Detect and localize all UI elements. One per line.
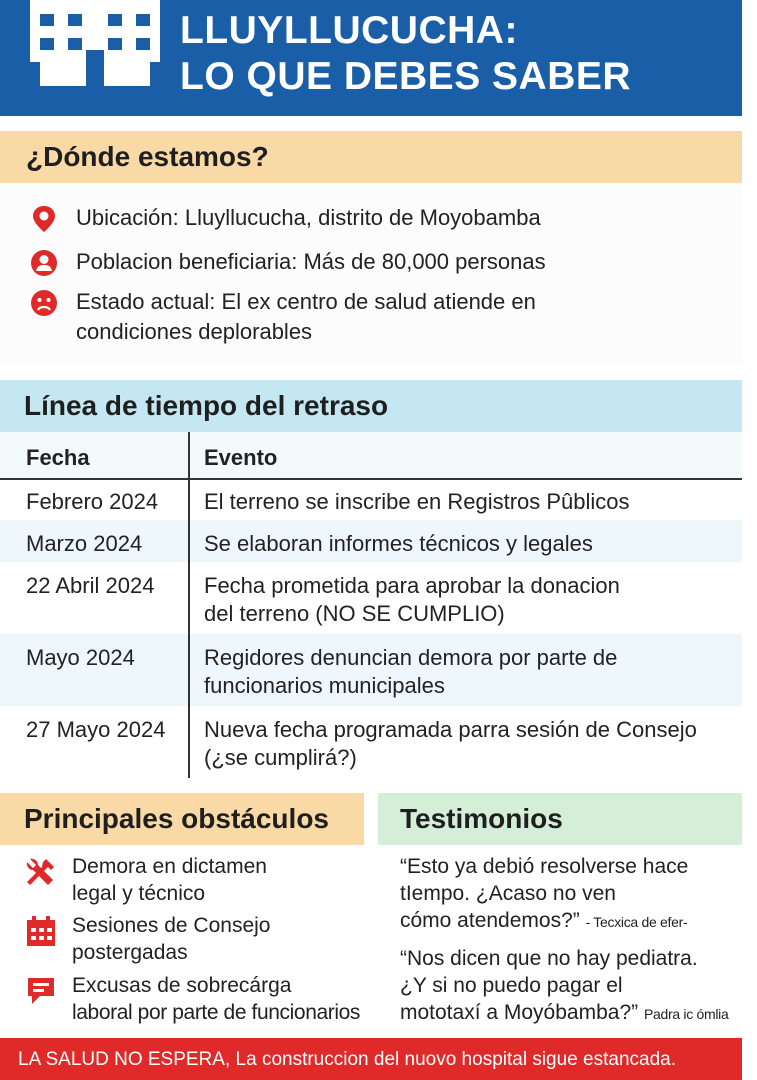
- row-event: Se elaboran informes técnicos y legales: [204, 531, 593, 556]
- row-date: Febrero 2024: [26, 489, 159, 514]
- row-event: [204, 572, 734, 628]
- timeline-table: [0, 432, 742, 778]
- obstacles-heading: Principales obstáculos: [0, 793, 364, 845]
- status-text-line-1: Estado actual: El ex centro de salud atiende en: [76, 289, 536, 314]
- quote-attribution: Padra ic ómlia: [643, 1006, 729, 1022]
- row-event-line-1: Fecha prometida para aprobar la donacion: [204, 573, 620, 598]
- quote-attribution: - Tecxica de efer-: [585, 914, 688, 930]
- table-header-row: [0, 432, 742, 478]
- status-text: [76, 287, 696, 347]
- table-column-divider: [188, 432, 190, 778]
- row-date: 22 Abril 2024: [26, 573, 155, 598]
- obstacle-line-2: legal y técnico: [72, 882, 206, 905]
- obstacle-text: [72, 972, 372, 1026]
- row-date: Marzo 2024: [26, 531, 143, 556]
- title-line-2: LO QUE DEBES SABER: [180, 55, 632, 98]
- donde-heading: ¿Dónde estamos?: [0, 131, 742, 183]
- quote-line-2: ¿Y si no puedo pagar el: [400, 974, 623, 997]
- quote-line-1: “Nos dicen que no hay pediatra.: [400, 947, 698, 970]
- col-header-date: Fecha: [26, 445, 90, 470]
- header-banner: [0, 0, 742, 116]
- location-pin-icon: [30, 205, 58, 233]
- document-icon: [24, 974, 58, 1008]
- timeline-heading: Línea de tiempo del retraso: [0, 380, 742, 432]
- obstacle-line-2: postergadas: [72, 941, 188, 964]
- obstacle-line-1: Excusas de sobrecárga: [72, 974, 292, 997]
- row-event-line-2: (¿se cumplirá?): [204, 745, 357, 770]
- person-icon: [30, 249, 58, 277]
- testimonial-quote: [400, 853, 740, 936]
- col-header-event: Evento: [204, 445, 278, 470]
- title-line-1: LLUYLLUCUCHA:: [180, 9, 518, 52]
- building-icon: [30, 0, 160, 86]
- population-text: Poblacion beneficiaria: Más de 80,000 personas: [76, 249, 546, 274]
- quote-line-3: mototaxí a Moyóbamba?”: [400, 1001, 639, 1024]
- donde-panel: [0, 183, 742, 365]
- row-event: [204, 716, 734, 772]
- row-event-line-2: del terreno (NO SE CUMPLIO): [204, 601, 505, 626]
- quote-line-3: cómo atendemos?”: [400, 909, 580, 932]
- row-event-line-1: Nueva fecha programada parra sesión de Consejo: [204, 717, 697, 742]
- obstacle-text: [72, 853, 372, 907]
- row-date: Mayo 2024: [26, 645, 135, 670]
- page-title: [180, 8, 631, 100]
- row-event: El terreno se inscribe en Registros Pûblicos: [204, 489, 630, 514]
- testimonials-heading: Testimonios: [378, 793, 742, 845]
- row-event-line-1: Regidores denuncian demora por parte de: [204, 645, 618, 670]
- sad-face-icon: [30, 289, 58, 317]
- row-event: [204, 644, 734, 700]
- row-date: 27 Mayo 2024: [26, 717, 166, 742]
- status-text-line-2: condiciones deplorables: [76, 319, 313, 344]
- quote-line-2: tIempo. ¿Acaso no ven: [400, 882, 616, 905]
- tools-icon: [24, 855, 58, 889]
- calendar-icon: [24, 914, 58, 948]
- testimonial-quote: [400, 945, 740, 1028]
- obstacle-text: [72, 912, 372, 966]
- footer-banner: LA SALUD NO ESPERA, La construccion del nuovo hospital sigue estancada.: [0, 1038, 742, 1080]
- location-text: Ubicación: Lluyllucucha, distrito de Moyobamba: [76, 205, 541, 230]
- obstacle-line-1: Sesiones de Consejo: [72, 914, 271, 937]
- row-event-line-2: funcionarios municipales: [204, 673, 445, 698]
- obstacle-line-2: laboral por parte de funcionarios: [72, 1001, 360, 1024]
- table-header-divider: [0, 478, 742, 480]
- obstacle-line-1: Demora en dictamen: [72, 855, 267, 878]
- quote-line-1: “Esto ya debió resolverse hace: [400, 855, 689, 878]
